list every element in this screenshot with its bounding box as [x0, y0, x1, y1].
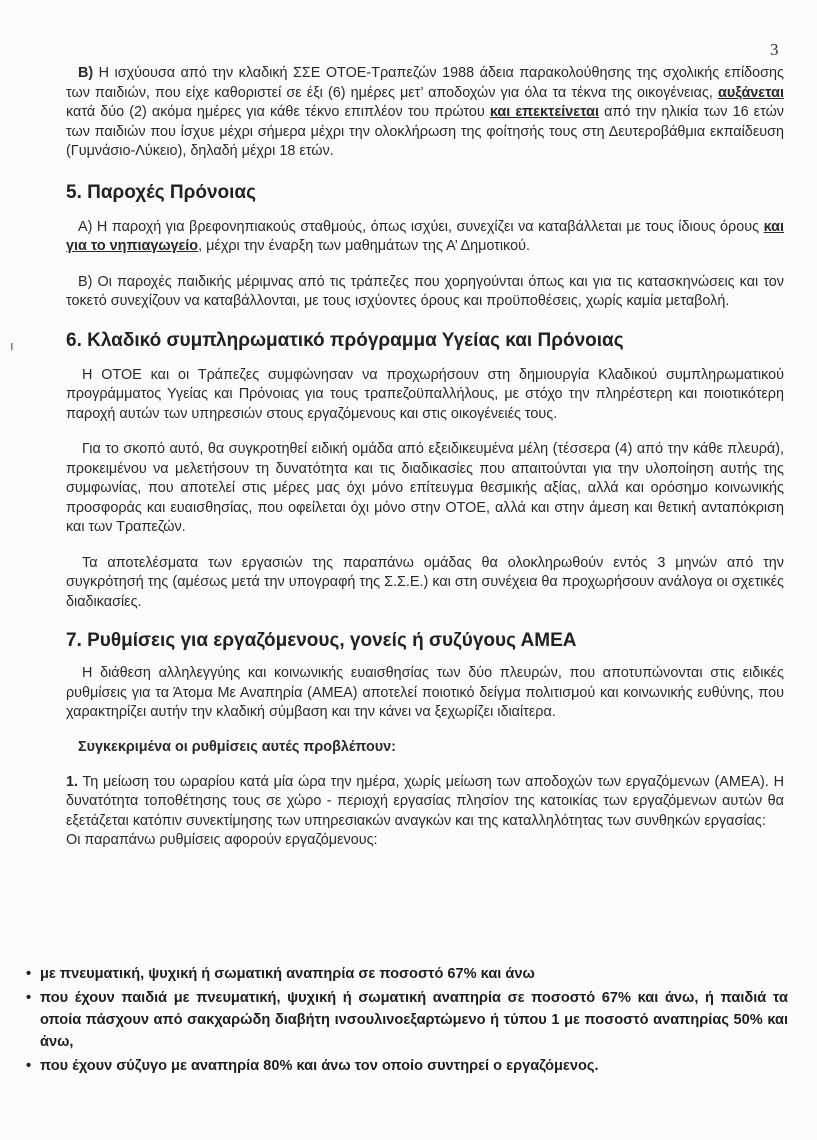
page-number: 3 — [770, 40, 779, 59]
para-label: B) — [78, 65, 94, 81]
bullet-icon: • — [26, 1058, 32, 1074]
section-5-heading: 5. Παροχές Πρόνοιας — [66, 181, 256, 203]
bullet-icon: • — [26, 966, 32, 982]
section-7-item-1: 1. Τη μείωση του ωραρίου κατά μία ώρα την ημέρα, χωρίς μείωση των αποδοχών των εργαζόμενων (ΑΜΕΑ). Η δυνατότητα τοποθέτησης τους σε χώρο - περιοχή εργασίας πλησίον της κατοικίας των εργαζόμενων αυτών θα εξετάζεται κατόπιν συνεκτίμησης των υπηρεσιακών αναγκών και της καταλληλότητας των συνθηκών εργασίας: — [66, 773, 784, 829]
document-body — [66, 64, 784, 851]
emphasis-increased: αυξάνεται — [717, 84, 784, 101]
emphasis-extended: και επεκτείνεται — [489, 104, 599, 120]
section-5-para-b: Β) Οι παροχές παιδικής μέριμνας από τις τράπεζες που χορηγούνται όπως και για τις κατασκηνώσεις και τον τοκετό συνεχίζουν να καταβάλλονται, με τους ισχύοντες όρους και προϋποθέσεις, χωρίς καμία μεταβολή. — [66, 273, 784, 309]
section-7-item-1-tail: Οι παραπάνω ρυθμίσεις αφορούν εργαζόμενους: — [66, 832, 378, 848]
section-7-subheading: Συγκεκριμένα οι ρυθμίσεις αυτές προβλέπουν: — [78, 738, 396, 755]
section-7-para-1: Η διάθεση αλληλεγγύης και κοινωνικής ευαισθησίας των δύο πλευρών, που αποτυπώνονται στις ειδικές ρυθμίσεις για τα Άτομα Με Αναπηρία (ΑΜΕΑ) αποτελεί ποιοτικό δείγμα πολιτισμού και κοινωνικής ευθύνης, που χαρακτηρίζει αυτήν την κλαδική σύμβαση και την κάνει να ξεχωρίζει ιδιαίτερα. — [66, 665, 784, 720]
section-5-para-a: Α) Η παροχή για βρεφονηπιακούς σταθμούς, όπως ισχύει, συνεχίζει να καταβάλλεται με τους ίδιους όρους και για το νηπιαγωγείο, μέχρι την έναρξη των μαθημάτων της Α’ Δημοτικού. — [66, 218, 784, 254]
stray-mark: ı — [10, 338, 14, 353]
section-6-heading: 6. Κλαδικό συμπληρωματικό πρόγραμμα Υγείας και Πρόνοιας — [66, 329, 624, 351]
list-item: • που έχουν παιδιά με πνευματική, ψυχική ή σωματική αναπηρία σε ποσοστό 67% και άνω, ή παιδιά τα οποία πάσχουν από σακχαρώδη διαβήτη ινσουλινοεξαρτώμενο ή τύπου 1 με ποσοστό αναπηρίας 50% και άνω, — [26, 987, 788, 1053]
list-item: • με πνευματική, ψυχική ή σωματική αναπηρία σε ποσοστό 67% και άνω — [26, 963, 788, 985]
section-6-para-2: Για το σκοπό αυτό, θα συγκροτηθεί ειδική ομάδα από εξειδικευμένα μέλη (τέσσερα (4) από την κάθε πλευρά), προκειμένου να μελετήσουν τη δυνατότητα και τις διαδικασίες που απαιτούνται για την υλοποίηση αυτής της συμφωνίας, που αποτελεί στις μέρες μας όχι μόνο επίτευγμα θεσμικής αξίας, αλλά και ορόσημο κοινωνικής προσφοράς και ευαισθησίας, που οφείλεται όχι μόνο στην ΟΤΟΕ, αλλά και στην άμεση και θετική ανταπόκριση και των Τραπεζών. — [66, 441, 784, 535]
item-number: 1. — [66, 773, 79, 790]
beneficiaries-list — [26, 963, 788, 1077]
bullet-icon: • — [26, 990, 32, 1006]
section-6-para-3: Τα αποτελέσματα των εργασιών της παραπάνω ομάδας θα ολοκληρωθούν εντός 3 μηνών από την συγκρότησή της (αμέσως μετά την υπογραφή της Σ.Σ.Ε.) και στη συνέχεια θα προχωρήσουν ανάλογα οι σχετικές διαδικασίες. — [66, 554, 784, 610]
emphasis-kindergarten: και για το νηπιαγωγείο — [66, 218, 784, 254]
section-7-heading: 7. Ρυθμίσεις για εργαζόμενους, γονείς ή συζύγους ΑΜΕΑ — [66, 630, 577, 651]
paragraph-b-school-leave: B) Η ισχύουσα από την κλαδική ΣΣΕ ΟΤΟΕ-Τραπεζών 1988 άδεια παρακολούθησης της σχολικής επίδοσης των παιδιών, που είχε καθοριστεί σε έξι (6) ημέρες μετ’ αποδοχών για όλα τα τέκνα της οικογένειας, αυξάνεται κατά δύο (2) ακόμα ημέρες για κάθε τέκνο επιπλέον του πρώτου και επεκτείνεται από την ηλικία των 16 ετών των παιδιών που ίσχυε μέχρι σήμερα μέχρι την ολοκλήρωση της φοίτησής τους στη Δευτεροβάθμια εκπαίδευση (Γυμνάσιο-Λύκειο), δηλαδή μέχρι 18 ετών. — [66, 65, 785, 159]
section-6-para-1: Η ΟΤΟΕ και οι Τράπεζες συμφώνησαν να προχωρήσουν στη δημιουργία Κλαδικού συμπληρωματικού προγράμματος Υγείας και Πρόνοιας για τους τραπεζοϋπαλλήλους, με στόχο την πληρέστερη και ποιοτικότερη παροχή αυτών των υπηρεσιών στους εργαζόμενους και στις οικογένειές τους. — [66, 366, 784, 422]
list-item: • που έχουν σύζυγο με αναπηρία 80% και άνω τον οποίο συντηρεί ο εργαζόμενος. — [26, 1055, 788, 1077]
